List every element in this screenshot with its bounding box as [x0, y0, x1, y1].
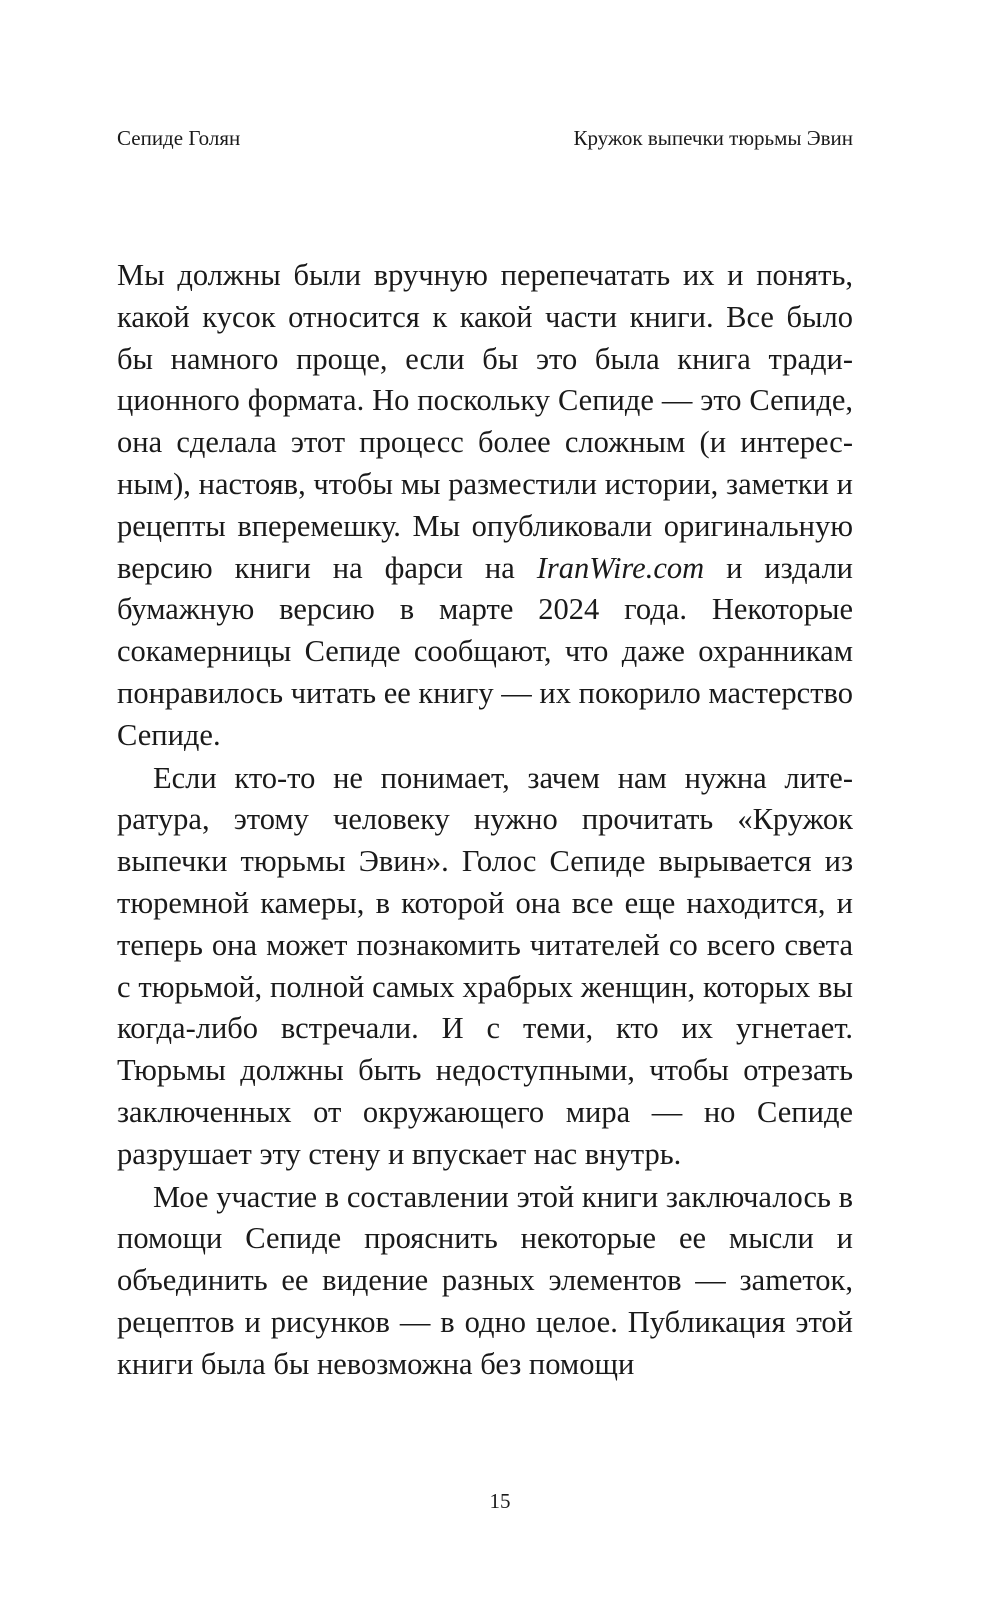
header-author: Сепиде Голян — [117, 126, 241, 150]
paragraph-1-text-b: и издали бумажную версию в марте 2024 года. Некоторые сокамерницы Сепиде сообщают, что даже охранникам понравилось читать ее книгу — их покорило мастерство Сепиде. — [117, 550, 853, 752]
paragraph-1-text-a: Мы должны были вручную перепечатать их и понять, какой кусок относится к какой части книги. Все было бы намного проще, если бы это была книга традиционного формата. Но поскольку Сепиде — это Сепиде, она сделала этот процесс более сложным (и интересным), настояв, чтобы мы разместили истории, заметки и рецепты вперемешку. Мы опубликовали оригинальную версию книги на фарси на — [117, 258, 853, 585]
running-header — [117, 125, 853, 151]
page-number: 15 — [489, 1489, 511, 1513]
paragraph-3: Мое участие в составлении этой книги заключалось в помощи Сепиде прояснить некоторые ее мысли и объединить ее видение разных элементов — заmеток, рецептов и рисунков — в одно целое. Публикация этой книги была бы невозможна без помощи — [117, 1179, 853, 1381]
paragraph-2: Если кто-то не понимает, зачем нам нужна литература, этому человеку нужно прочитать «Кружок выпечки тюрьмы Эвин». Голос Сепиде вырывается из тюремной камеры, в которой она все еще находится, и теперь она может познакомить читателей со всего света с тюрьмой, полной самых храбрых женщин, которых вы когда-либо встречали. И с теми, кто их угнетает. Тюрьмы должны быть недоступными, чтобы отрезать заключенных от окружающего мира — но Сепиде разрушает эту стену и впускает нас внутрь. — [117, 760, 853, 1171]
header-book-title: Кружок выпечки тюрьмы Эвин — [573, 126, 853, 150]
body-text — [117, 255, 853, 1386]
paragraph-1 — [117, 255, 853, 757]
website-name: IranWire.com — [536, 550, 705, 585]
